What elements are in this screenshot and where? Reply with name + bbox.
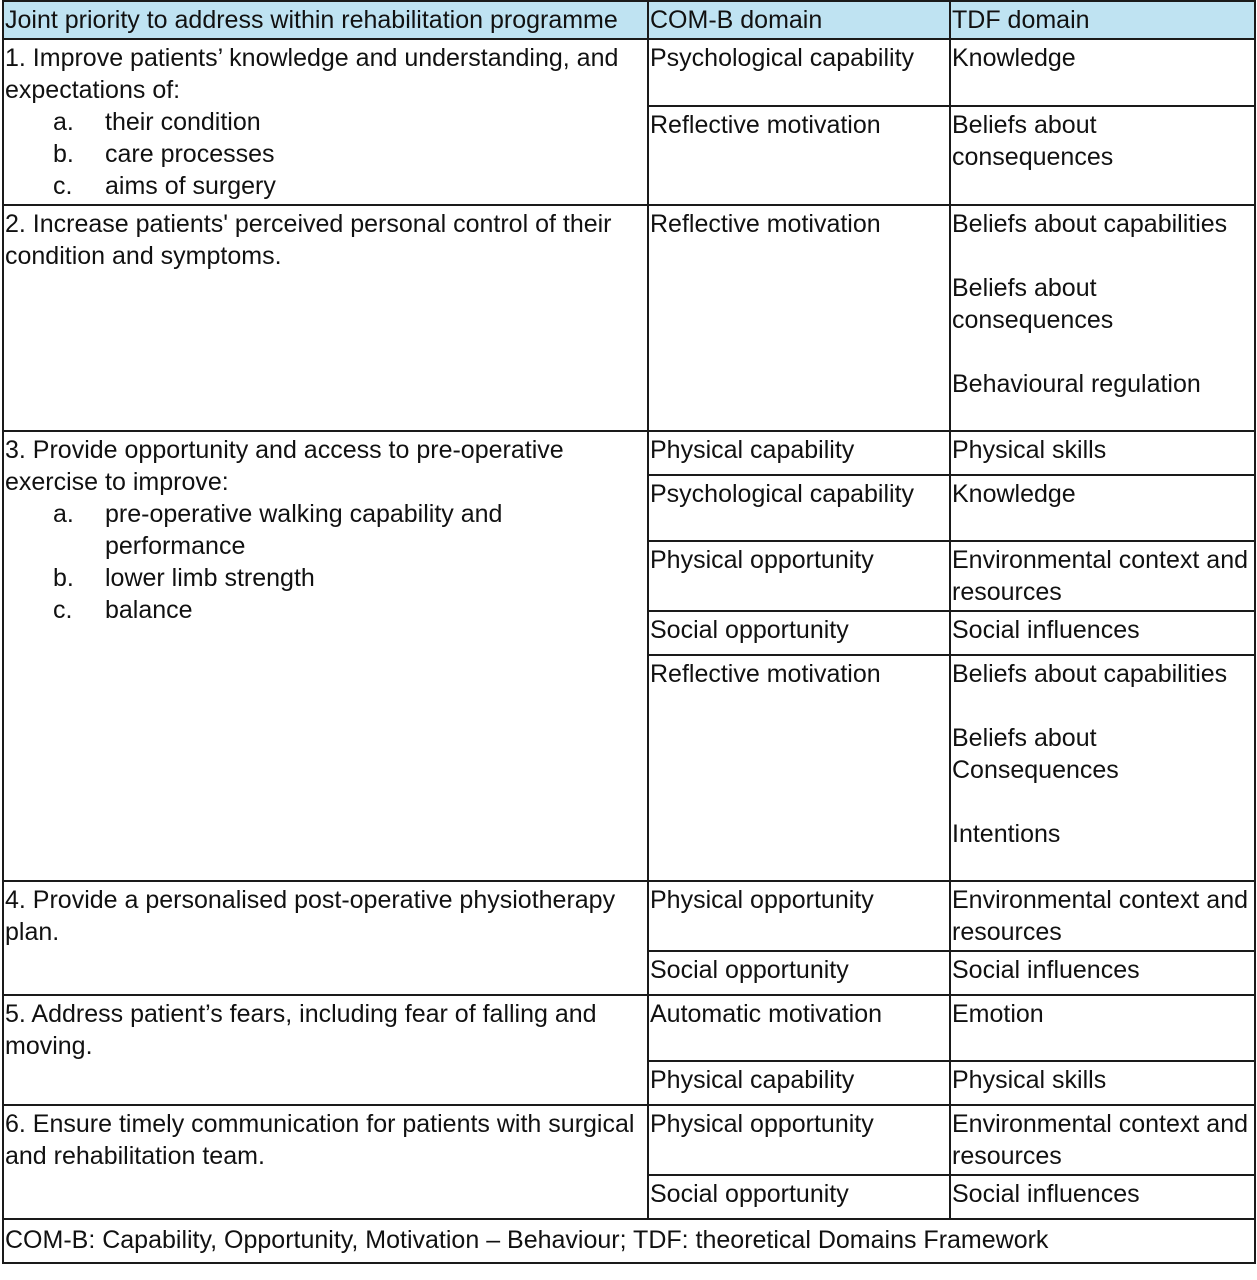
priority-cell: 2. Increase patients' perceived personal control of their condition and symptoms. <box>3 205 648 431</box>
table-header-row <box>3 1 1255 39</box>
comb-domain-cell: Psychological capability <box>648 39 950 106</box>
comb-domain-cell: Social opportunity <box>648 1175 950 1219</box>
comb-domain-cell: Physical capability <box>648 431 950 475</box>
comb-domain-cell: Reflective motivation <box>648 205 950 431</box>
tdf-domain-text: Intentions <box>952 820 1061 848</box>
tdf-domain-cell: Social influences <box>950 611 1255 655</box>
priority-cell: 5. Address patient’s fears, including fear of falling and moving. <box>3 995 648 1105</box>
spacer <box>952 336 1252 368</box>
priority-text: 3. Provide opportunity and access to pre-operative exercise to improve: <box>5 436 564 496</box>
tdf-domain-cell: Knowledge <box>950 39 1255 106</box>
priority-cell: 6. Ensure timely communication for patients with surgical and rehabilitation team. <box>3 1105 648 1219</box>
tdf-domain-cell: Physical skills <box>950 431 1255 475</box>
table-row <box>3 39 1255 106</box>
comb-domain-cell: Automatic motivation <box>648 995 950 1061</box>
footnote-row <box>3 1219 1255 1263</box>
table-row <box>3 995 1255 1061</box>
table-row <box>3 205 1255 431</box>
comb-domain-cell: Physical capability <box>648 1061 950 1105</box>
list-item-text: aims of surgery <box>105 172 276 200</box>
comb-domain-cell: Social opportunity <box>648 951 950 995</box>
priorities-table <box>2 0 1256 1264</box>
tdf-domain-cell: Environmental context and resources <box>950 1105 1255 1175</box>
priority-cell: 4. Provide a personalised post-operative physiotherapy plan. <box>3 881 648 995</box>
tdf-domain-cell: Social influences <box>950 1175 1255 1219</box>
list-marker: c. <box>53 172 73 200</box>
list-item-text: their condition <box>105 108 261 136</box>
comb-domain-cell: Psychological capability <box>648 475 950 541</box>
list-item-text: balance <box>105 596 193 624</box>
list-item <box>53 106 645 138</box>
header-priority: Joint priority to address within rehabilitation programme <box>3 1 648 39</box>
spacer <box>952 240 1252 272</box>
comb-domain-cell: Physical opportunity <box>648 541 950 611</box>
tdf-domain-text: Behavioural regulation <box>952 370 1201 398</box>
tdf-domain-cell: Social influences <box>950 951 1255 995</box>
list-marker: c. <box>53 596 73 624</box>
comb-domain-cell: Physical opportunity <box>648 881 950 951</box>
list-item <box>53 594 645 626</box>
list-marker: b. <box>53 140 74 168</box>
tdf-domain-cell <box>950 205 1255 431</box>
priority-cell <box>3 431 648 881</box>
tdf-domain-cell: Environmental context and resources <box>950 881 1255 951</box>
spacer <box>952 690 1252 722</box>
table-row <box>3 431 1255 475</box>
comb-domain-cell: Social opportunity <box>648 611 950 655</box>
tdf-domain-cell: Environmental context and resources <box>950 541 1255 611</box>
tdf-domain-text: Beliefs about capabilities <box>952 660 1228 688</box>
list-item <box>53 138 645 170</box>
list-item-text: pre-operative walking capability and performance <box>105 500 503 560</box>
list-item <box>53 562 645 594</box>
priority-text: 1. Improve patients’ knowledge and understanding, and expectations of: <box>5 44 619 104</box>
header-comb-domain: COM-B domain <box>648 1 950 39</box>
table-row <box>3 881 1255 951</box>
sub-list <box>5 498 645 626</box>
list-marker: b. <box>53 564 74 592</box>
list-item-text: care processes <box>105 140 275 168</box>
list-marker: a. <box>53 500 74 528</box>
tdf-domain-cell: Physical skills <box>950 1061 1255 1105</box>
tdf-domain-text: Beliefs about Consequences <box>952 724 1119 784</box>
list-marker: a. <box>53 108 74 136</box>
spacer <box>952 786 1252 818</box>
list-item-text: lower limb strength <box>105 564 315 592</box>
table-body <box>3 39 1255 1263</box>
tdf-domain-cell: Emotion <box>950 995 1255 1061</box>
list-item <box>53 498 645 562</box>
header-tdf-domain: TDF domain <box>950 1 1255 39</box>
comb-domain-cell: Reflective motivation <box>648 655 950 881</box>
table-footnote: COM-B: Capability, Opportunity, Motivation – Behaviour; TDF: theoretical Domains Framework <box>3 1219 1255 1263</box>
tdf-domain-cell: Knowledge <box>950 475 1255 541</box>
tdf-domain-cell: Beliefs about consequences <box>950 106 1255 205</box>
comb-domain-cell: Physical opportunity <box>648 1105 950 1175</box>
list-item <box>53 170 645 202</box>
comb-domain-cell: Reflective motivation <box>648 106 950 205</box>
tdf-domain-text: Beliefs about consequences <box>952 274 1114 334</box>
sub-list <box>5 106 645 202</box>
priority-cell <box>3 39 648 205</box>
tdf-domain-text: Beliefs about capabilities <box>952 210 1228 238</box>
table-row <box>3 1105 1255 1175</box>
tdf-domain-cell <box>950 655 1255 881</box>
